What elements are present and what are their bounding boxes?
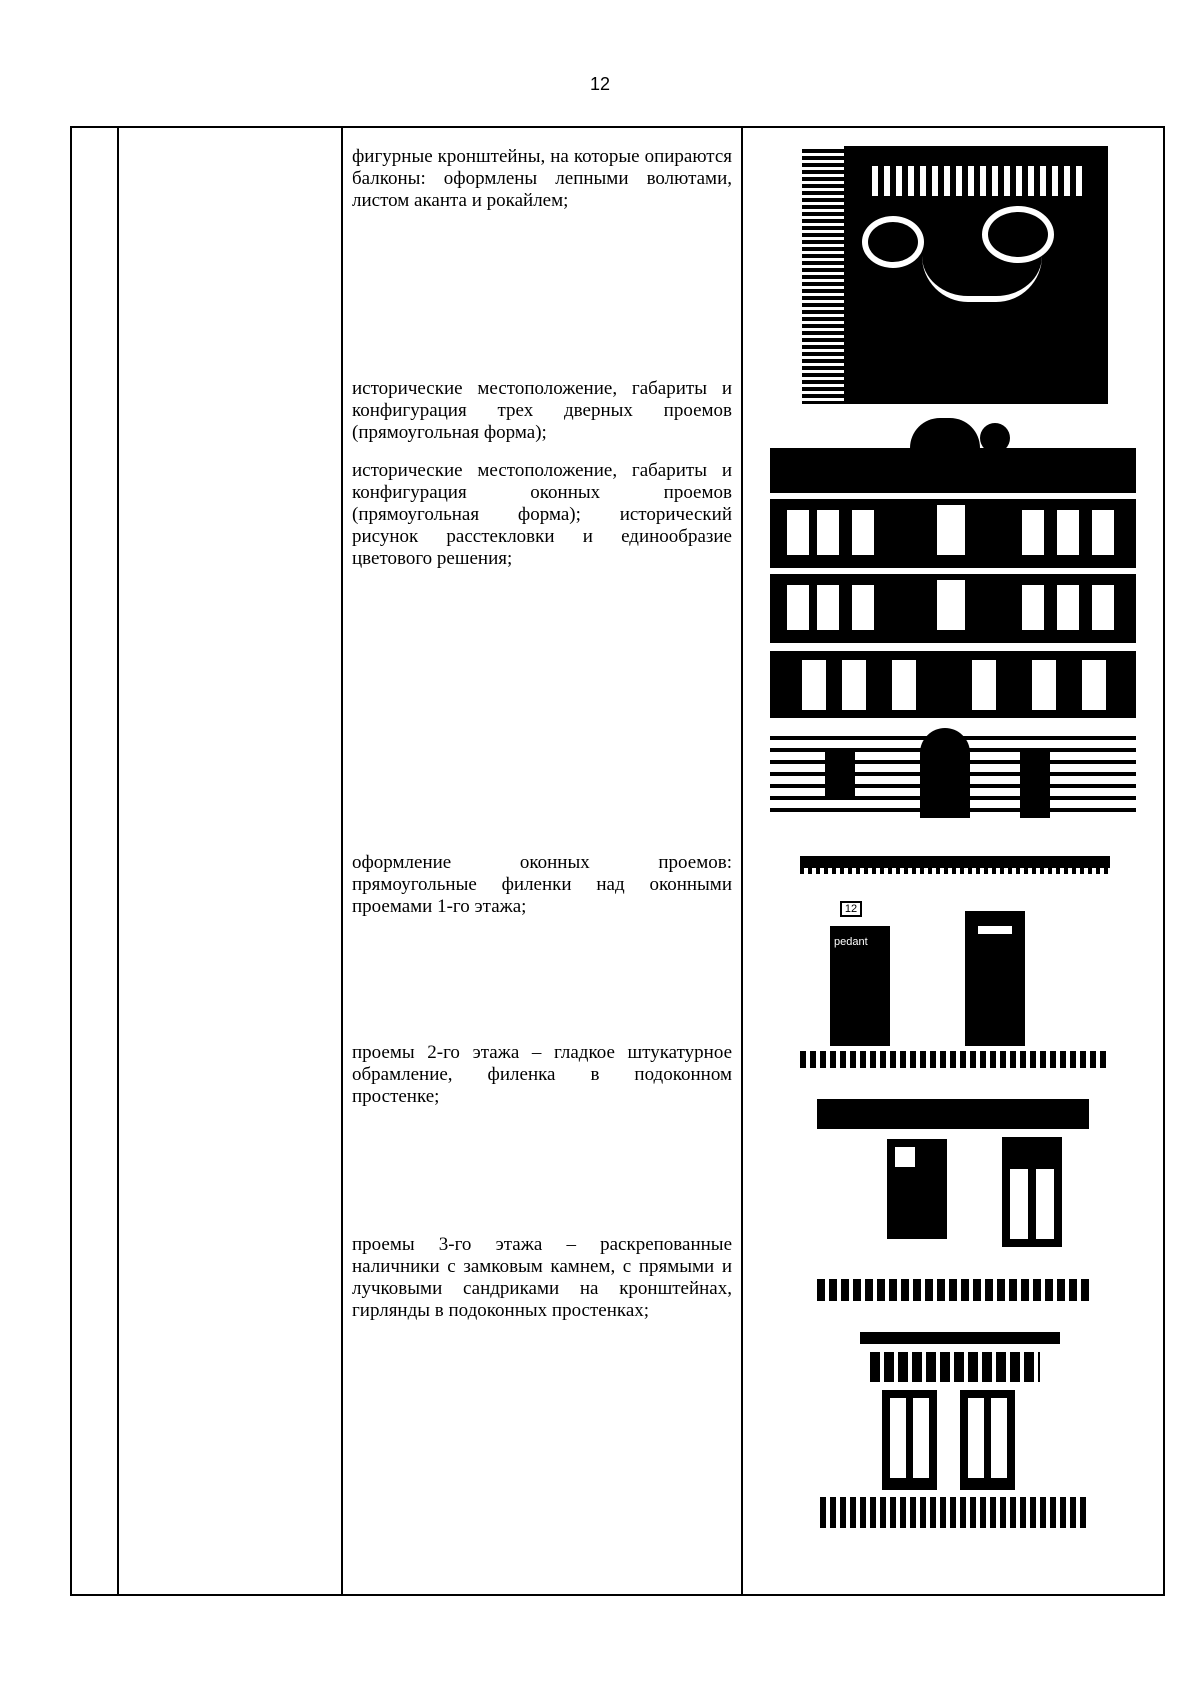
photo-second-floor-windows [817,1099,1089,1301]
photo-ground-floor-windows [800,856,1110,1068]
feature-description-openings [352,378,732,570]
feature-description-brackets [352,146,732,212]
feature-description-second-floor [352,1042,732,1108]
feature-description-ground-floor [352,852,732,918]
feature-text: фигурные кронштейны, на которые опираются балконы: оформлены лепными волютами, листом аканта и рокайлем; [352,146,732,211]
column-divider [117,128,119,1594]
feature-text: исторические местоположение, габариты и конфигурация трех дверных проемов (прямоугольная форма); [352,378,732,443]
feature-text: проемы 2-го этажа – гладкое штукатурное обрамление, филенка в подоконном простенке; [352,1042,732,1107]
monument-features-table [70,126,1165,1596]
page-number: 12 [589,74,611,94]
feature-description-third-floor [352,1234,732,1322]
photo-balcony-bracket [802,146,1108,404]
feature-text: проемы 3-го этажа – раскрепованные наличники с замковым камнем, с прямыми и лучковыми сандриками на кронштейнах, гирлянды в подоконных простенках; [352,1234,732,1321]
feature-text: оформление оконных проемов: прямоугольные филенки над оконными проемами 1-го этажа; [352,852,732,917]
house-number-plate: 12 [840,901,862,917]
column-divider [341,128,343,1594]
photo-third-floor-windows [820,1332,1090,1528]
storefront-sign-text: pedant [834,936,868,948]
photo-building-facade [770,418,1136,818]
feature-text: исторические местоположение, габариты и конфигурация оконных проемов (прямоугольная форма); исторический рисунок расстекловки и единообразие цветового решения; [352,460,732,569]
column-divider [741,128,743,1594]
